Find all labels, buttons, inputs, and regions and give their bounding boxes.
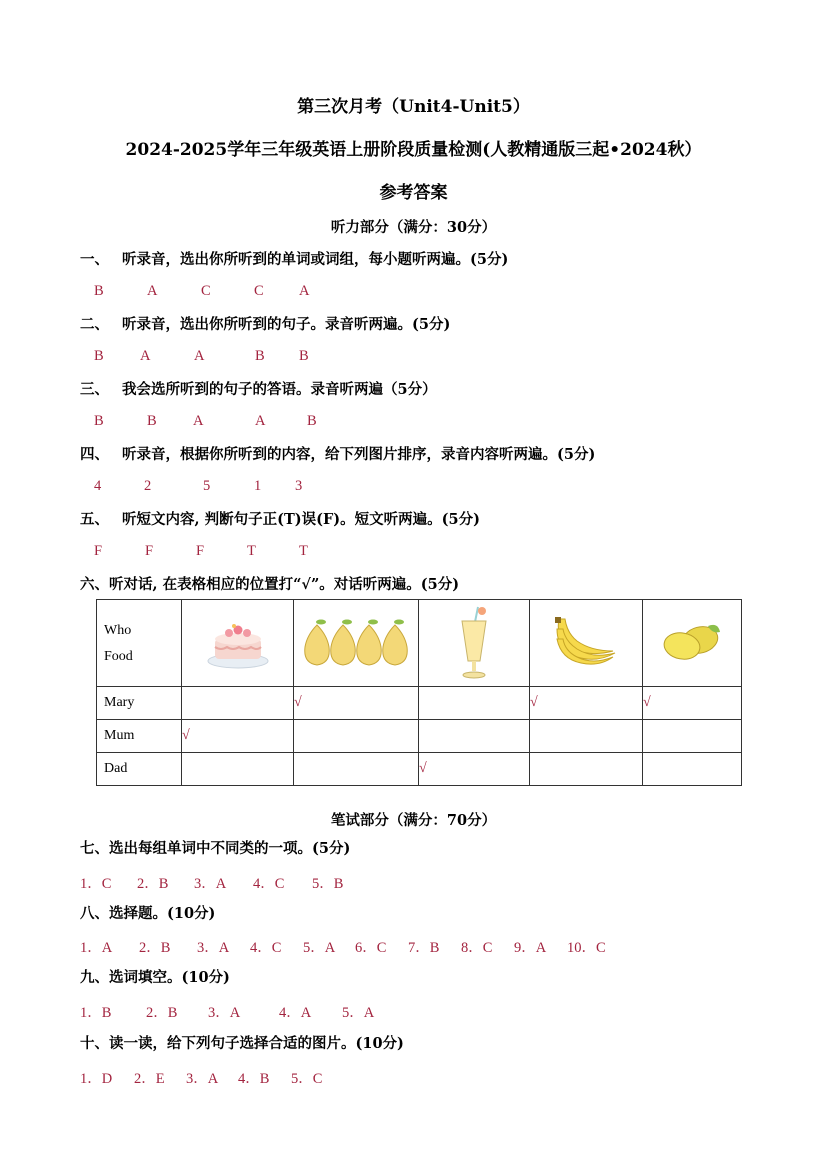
food-label: Food [104,649,133,664]
answer-item: B [94,348,104,364]
answer-item: 2．B [137,876,169,892]
tick-cell [419,720,530,753]
row-name-dad: Dad [97,753,182,786]
answer-item: A [255,413,266,429]
question-text: 听短文内容, 判断句子正(T)误(F)。短文听两遍。(5分) [122,511,480,528]
answer-item: B [147,413,157,429]
lemons-icon [660,618,724,668]
tick-cell: √ [294,687,419,720]
answer-item: 1．B [80,1005,112,1021]
answer-item: B [94,283,104,299]
answer-item: 1 [254,478,262,494]
tick-cell [182,753,294,786]
answer-item: 1．A [80,940,113,956]
question-6 [80,573,459,594]
question-text: 六、听对话, 在表格相应的位置打“√”。对话听两遍。(5分) [80,576,460,593]
bananas-icon [551,613,621,673]
tick-cell [419,687,530,720]
answer-item: 3．A [186,1071,219,1087]
question-text: 八、选择题。(10分) [80,905,216,922]
answer-item: F [145,543,154,559]
tick-cell [643,753,742,786]
answer-item: 3．A [197,940,230,956]
answer-item: 5．A [342,1005,375,1021]
answer-item: 9．A [514,940,547,956]
food-cell-bananas [530,600,643,687]
question-number: 三、 [80,381,109,398]
answer-item: 10．C [567,940,606,956]
tick-cell: √ [419,753,530,786]
answer-item: 2 [144,478,152,494]
table-row [97,720,742,753]
question-number: 一、 [80,251,109,268]
row-name-mum: Mum [97,720,182,753]
answer-item: 7．B [408,940,440,956]
tick-cell [294,753,419,786]
answer-item: A [193,413,204,429]
question-number: 二、 [80,316,109,333]
who-food-header-cell [97,600,182,687]
answer-item: 5．C [291,1071,323,1087]
question-text: 十、读一读，给下列句子选择合适的图片。(10分) [80,1035,404,1052]
answer-item: 4．C [253,876,285,892]
answer-item: 4．C [250,940,282,956]
answer-item: 5 [203,478,211,494]
tick-cell [530,720,643,753]
answer-item: T [247,543,256,559]
cake-icon [203,613,273,673]
document-subtitle: 2024-2025学年三年级英语上册阶段质量检测(人教精通版三起•2024秋） [125,140,702,160]
who-label: Who [104,623,132,638]
answer-item: 5．A [303,940,336,956]
juice-icon [454,603,494,683]
question-text: 听录音，选出你所听到的单词或词组，每小题听两遍。(5分) [122,251,509,268]
table-row [97,687,742,720]
answer-item: T [299,543,308,559]
answer-key-title: 参考答案 [379,183,448,203]
answer-item: 6．C [355,940,387,956]
answer-item: 3．A [208,1005,241,1021]
answer-item: F [196,543,205,559]
answer-item: 1．C [80,876,112,892]
table-header-row [97,600,742,687]
answer-item: A [194,348,205,364]
answer-item: 1．D [80,1071,113,1087]
answer-item: B [299,348,309,364]
tick-cell [643,720,742,753]
question-text: 听录音，根据你所听到的内容，给下列图片排序，录音内容听两遍。(5分) [122,446,596,463]
tick-cell [294,720,419,753]
writing-section-header: 笔试部分（满分：70分） [330,812,497,829]
answer-item: A [147,283,158,299]
answer-item: 3 [295,478,303,494]
food-cell-pears [294,600,419,687]
question-4 [80,443,595,464]
tick-cell [182,687,294,720]
answer-item: B [94,413,104,429]
question-1 [80,248,508,269]
tick-cell [530,753,643,786]
tick-cell: √ [182,720,294,753]
answer-item: F [94,543,103,559]
question-5 [80,508,480,529]
tick-cell: √ [530,687,643,720]
food-cell-juice [419,600,530,687]
question-10 [80,1032,404,1053]
food-cell-lemons [643,600,742,687]
question-7 [80,837,350,858]
question-text: 听录音，选出你所听到的句子。录音听两遍。(5分) [122,316,451,333]
answer-item: A [299,283,310,299]
question-2 [80,313,450,334]
answer-item: 4 [94,478,102,494]
question-9 [80,966,230,987]
answer-table [96,599,742,786]
table-row [97,753,742,786]
question-8 [80,902,215,923]
question-number: 四、 [80,446,109,463]
answer-item: 8．C [461,940,493,956]
question-number: 五、 [80,511,109,528]
answer-item: 2．B [139,940,171,956]
question-text: 七、选出每组单词中不同类的一项。(5分) [80,840,351,857]
pears-icon [301,613,411,673]
answer-item: 2．E [134,1071,165,1087]
question-3 [80,378,437,399]
answer-item: A [140,348,151,364]
answer-item: B [307,413,317,429]
listening-section-header: 听力部分（满分：30分） [330,219,497,236]
answer-item: 4．B [238,1071,270,1087]
food-cell-cake [182,600,294,687]
document-title: 第三次月考（Unit4-Unit5） [297,97,530,117]
answer-item: C [254,283,264,299]
answer-item: 3．A [194,876,227,892]
answer-item: 4．A [279,1005,312,1021]
question-text: 九、选词填空。(10分) [80,969,230,986]
answer-item: 5．B [312,876,344,892]
tick-cell: √ [643,687,742,720]
row-name-mary: Mary [97,687,182,720]
answer-item: B [255,348,265,364]
answer-item: C [201,283,211,299]
answer-item: 2．B [146,1005,178,1021]
question-text: 我会选所听到的句子的答语。录音听两遍（5分） [122,381,437,398]
